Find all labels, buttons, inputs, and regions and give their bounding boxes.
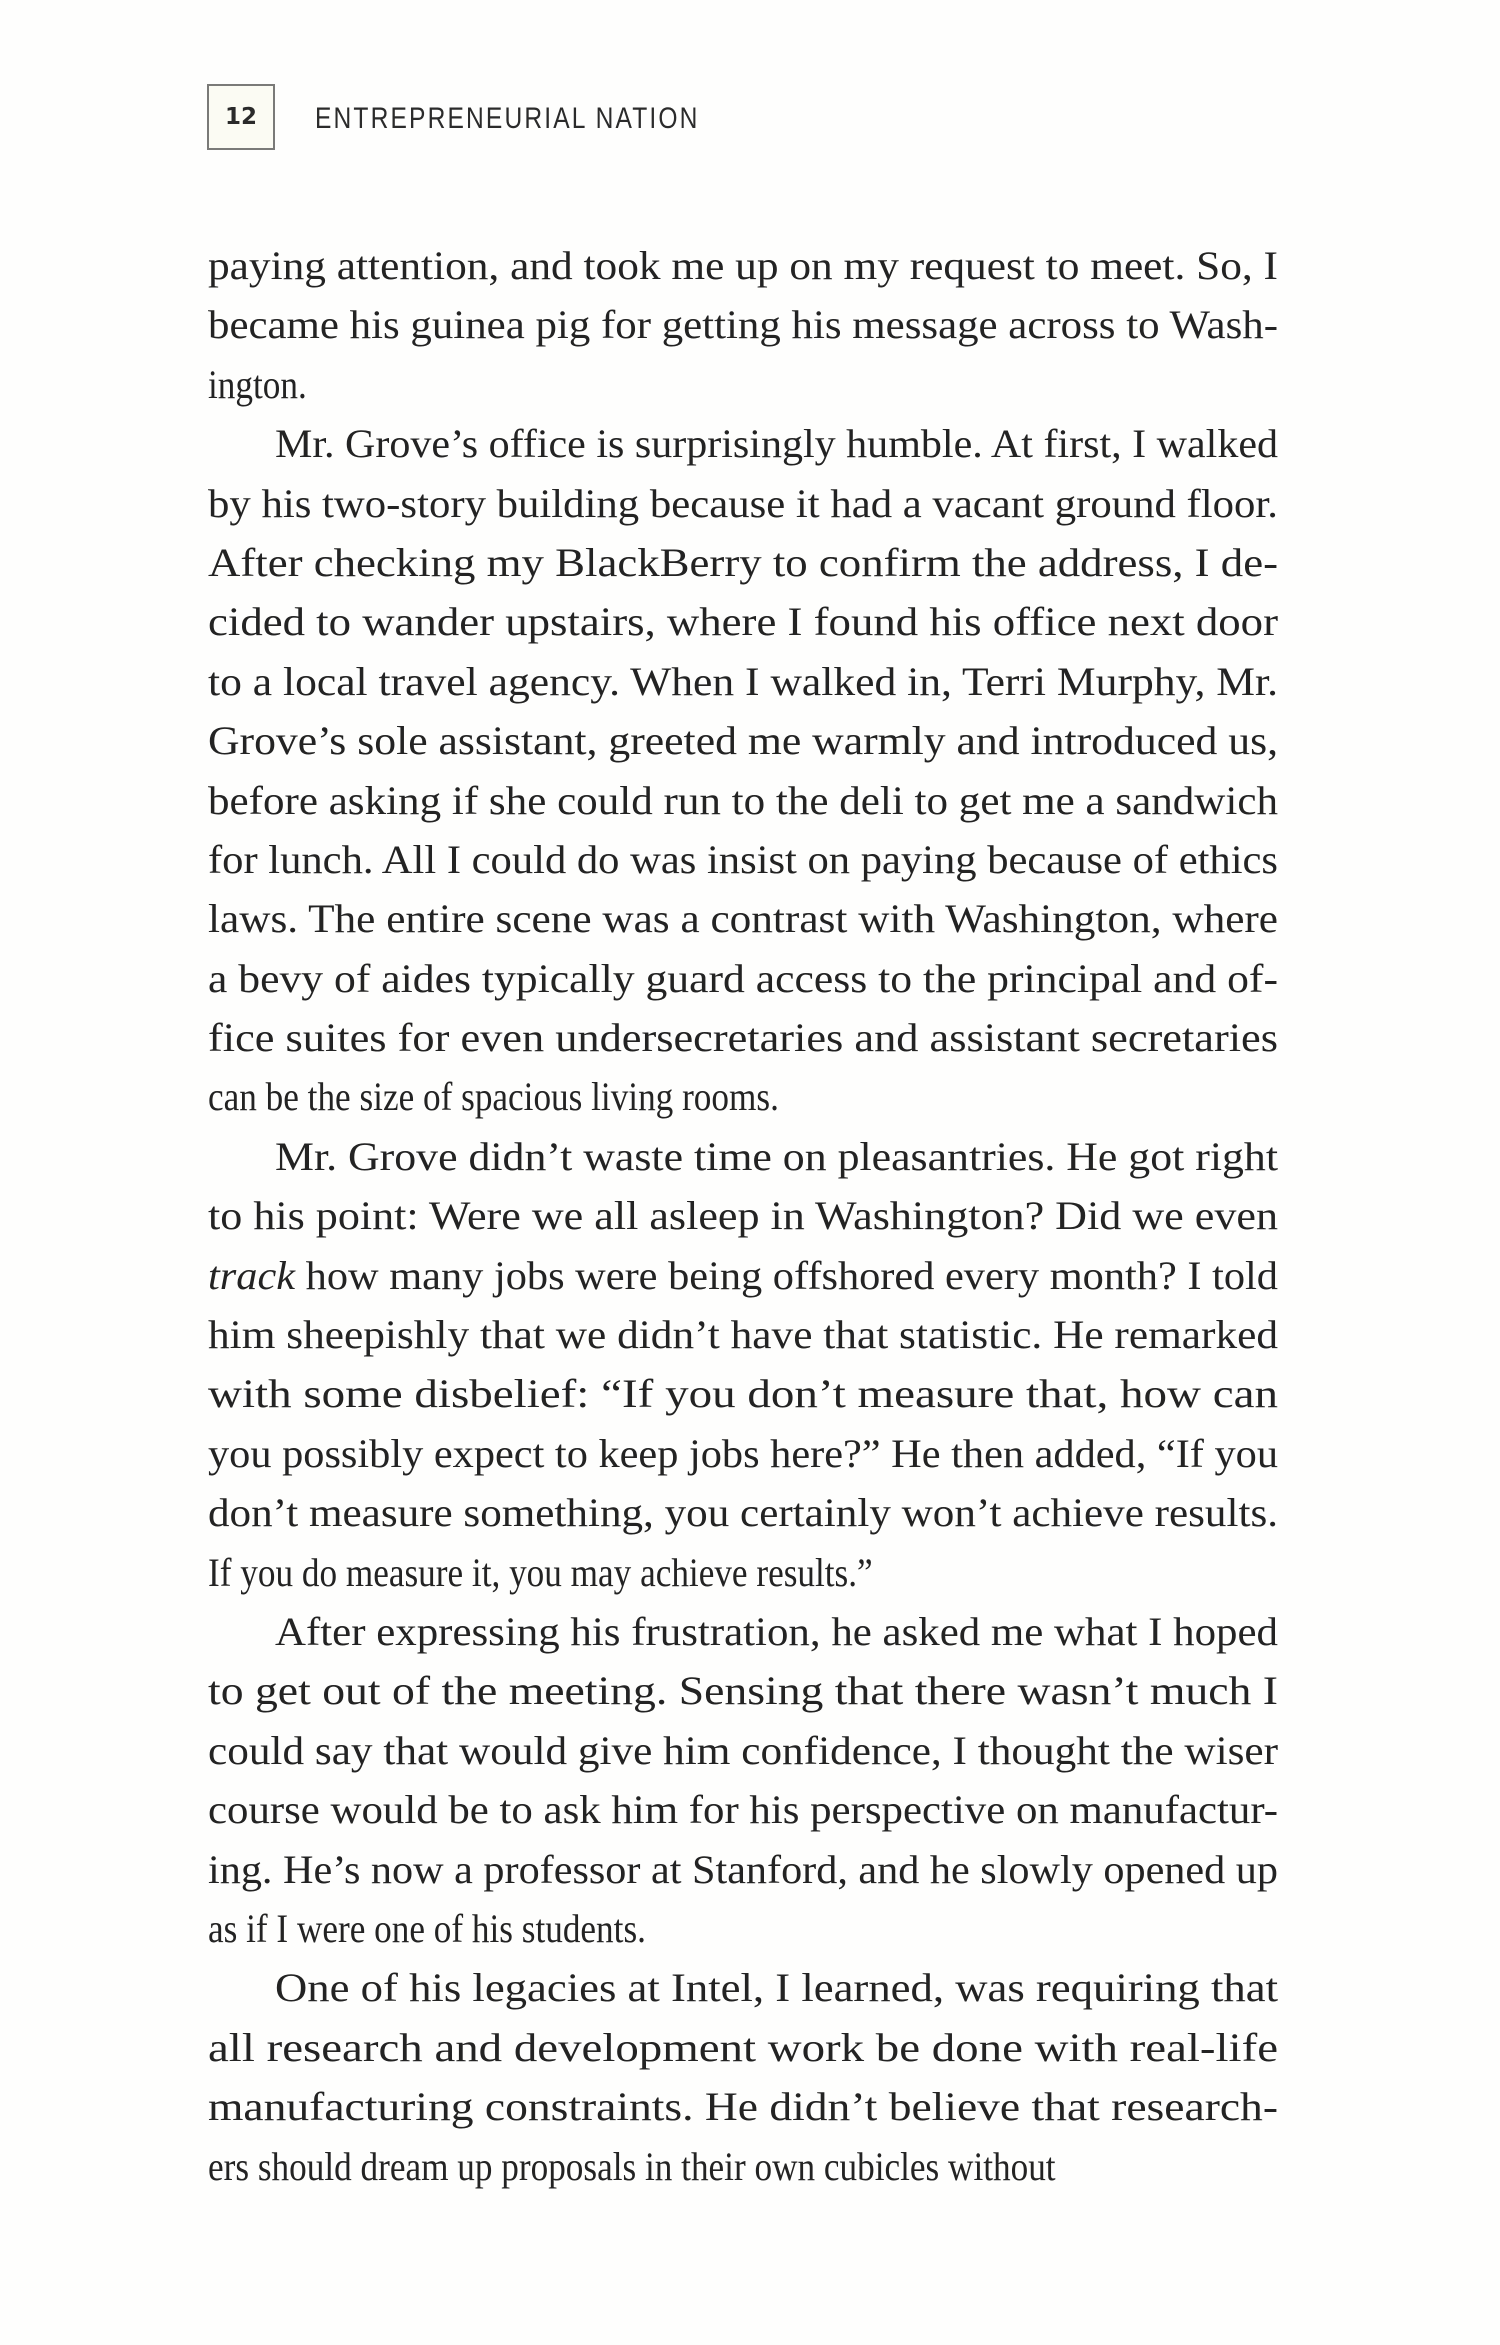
- text-line: [208, 414, 1278, 473]
- text-line: [208, 1127, 1278, 1186]
- text-line: [208, 355, 1278, 414]
- text-line-content: [208, 1067, 779, 1126]
- text-run: After expressing his frustration, he asked me what I hoped: [275, 1608, 1278, 1654]
- text-line: [208, 1364, 1278, 1423]
- text-run: all research and development work be done with real-life: [208, 2024, 1278, 2070]
- text-run: for lunch. All I could do was insist on paying because of ethics: [208, 836, 1278, 882]
- text-line-content: [208, 2077, 1278, 2136]
- text-run: to a local travel agency. When I walked in, Terri Murphy, Mr.: [208, 658, 1278, 704]
- text-run: as if I were one of his students.: [208, 1905, 646, 1951]
- text-line: [208, 830, 1278, 889]
- text-line: [208, 1483, 1278, 1542]
- text-line-content: [208, 652, 1278, 711]
- text-line: [208, 1840, 1278, 1899]
- text-line: [208, 236, 1278, 295]
- text-line-content: [208, 592, 1278, 651]
- text-line-content: [208, 2137, 1056, 2196]
- text-run: don’t measure something, you certainly won’t achieve results.: [208, 1490, 1278, 1536]
- text-run: became his guinea pig for getting his message across to Wash-: [208, 302, 1278, 348]
- text-line: [208, 2137, 1278, 2196]
- book-title: ENTREPRENEURIAL NATION: [315, 102, 700, 135]
- text-line: [208, 295, 1278, 354]
- text-line: [208, 652, 1278, 711]
- text-run: ington.: [208, 361, 307, 407]
- text-line-content: [208, 474, 1278, 533]
- text-run: After checking my BlackBerry to confirm the address, I de-: [208, 539, 1278, 585]
- text-line: [208, 889, 1278, 948]
- text-run: him sheepishly that we didn’t have that statistic. He remarked: [208, 1312, 1278, 1358]
- text-line-content: [208, 1780, 1278, 1839]
- text-line: [208, 1661, 1278, 1720]
- text-line-content: [208, 1721, 1278, 1780]
- text-run: with some disbelief: “If you don’t measure that, how can: [208, 1371, 1278, 1417]
- text-line-content: [208, 1840, 1278, 1899]
- text-line: [208, 1958, 1278, 2017]
- text-line: [208, 1899, 1278, 1958]
- text-run: course would be to ask him for his perspective on manufactur-: [208, 1787, 1278, 1833]
- text-run: One of his legacies at Intel, I learned, was requiring that: [275, 1965, 1278, 2011]
- text-run: ers should dream up proposals in their own cubicles without: [208, 2143, 1056, 2189]
- text-run: to his point: Were we all asleep in Washington? Did we even: [208, 1193, 1278, 1239]
- text-line-content: [208, 1008, 1278, 1067]
- paragraph: [208, 414, 1278, 1127]
- paragraph: [208, 1127, 1278, 1602]
- text-line: [208, 949, 1278, 1008]
- text-line-content: [208, 711, 1278, 770]
- text-line-content: [208, 1483, 1278, 1542]
- text-run: Mr. Grove didn’t waste time on pleasantries. He got right: [275, 1133, 1278, 1179]
- emphasis: track: [208, 1252, 296, 1298]
- text-line-content: [208, 533, 1278, 592]
- text-run: laws. The entire scene was a contrast with Washington, where: [208, 896, 1278, 942]
- text-run: a bevy of aides typically guard access to the principal and of-: [208, 955, 1278, 1001]
- text-run: ing. He’s now a professor at Stanford, and he slowly opened up: [208, 1846, 1278, 1892]
- text-line-content: [275, 414, 1278, 473]
- text-line: [208, 771, 1278, 830]
- text-line: [208, 1186, 1278, 1245]
- text-run: to get out of the meeting. Sensing that there wasn’t much I: [208, 1668, 1278, 1714]
- text-line: [208, 1305, 1278, 1364]
- text-line: [208, 2018, 1278, 2077]
- text-run: you possibly expect to keep jobs here?” He then added, “If you: [208, 1430, 1278, 1476]
- text-line-content: [208, 355, 307, 414]
- text-run: cided to wander upstairs, where I found his office next door: [208, 599, 1278, 645]
- text-line-content: [208, 771, 1278, 830]
- text-line-content: [208, 295, 1278, 354]
- text-line: [208, 1008, 1278, 1067]
- text-line: [208, 474, 1278, 533]
- text-line: [208, 592, 1278, 651]
- text-run: can be the size of spacious living rooms.: [208, 1074, 779, 1120]
- text-run: before asking if she could run to the deli to get me a sandwich: [208, 777, 1278, 823]
- paragraph: [208, 1958, 1278, 2196]
- text-run: Grove’s sole assistant, greeted me warmly and introduced us,: [208, 718, 1278, 764]
- text-line: [208, 1246, 1278, 1305]
- text-line-content: [208, 1661, 1278, 1720]
- text-run: paying attention, and took me up on my request to meet. So, I: [208, 243, 1278, 288]
- paragraph: [208, 1602, 1278, 1958]
- running-head: [207, 84, 784, 150]
- text-line-content: [208, 1364, 1278, 1423]
- text-run: manufacturing constraints. He didn’t believe that research-: [208, 2084, 1278, 2130]
- text-line: [208, 533, 1278, 592]
- text-line: [208, 1721, 1278, 1780]
- text-line-content: [208, 1186, 1278, 1245]
- text-line-content: [208, 889, 1278, 948]
- body-text: [208, 236, 1278, 2196]
- text-line-content: [208, 830, 1278, 889]
- text-run: Mr. Grove’s office is surprisingly humble. At first, I walked: [275, 421, 1278, 467]
- text-line-content: [208, 2018, 1278, 2077]
- text-line-content: [208, 1424, 1278, 1483]
- text-run: If you do measure it, you may achieve results.”: [208, 1549, 873, 1595]
- text-line: [208, 1602, 1278, 1661]
- text-line-content: [275, 1602, 1278, 1661]
- text-line-content: [208, 1543, 873, 1602]
- text-line-content: [208, 236, 1278, 295]
- text-run: how many jobs were being offshored every month? I told: [295, 1252, 1278, 1298]
- text-line: [208, 1067, 1278, 1126]
- text-line: [208, 711, 1278, 770]
- text-run: could say that would give him confidence, I thought the wiser: [208, 1727, 1278, 1773]
- text-line-content: [208, 1899, 646, 1958]
- text-line-content: [208, 1305, 1278, 1364]
- text-line: [208, 1543, 1278, 1602]
- text-line: [208, 1424, 1278, 1483]
- page-number: 12: [224, 104, 257, 130]
- paragraph: [208, 236, 1278, 414]
- text-line-content: [208, 1246, 1278, 1305]
- page-number-box: [207, 84, 275, 150]
- text-run: fice suites for even undersecretaries and assistant secretaries: [208, 1015, 1278, 1061]
- text-line-content: [208, 949, 1278, 1008]
- text-line-content: [275, 1127, 1278, 1186]
- text-run: by his two-story building because it had a vacant ground floor.: [208, 480, 1278, 526]
- text-line-content: [275, 1958, 1278, 2017]
- text-line: [208, 1780, 1278, 1839]
- text-line: [208, 2077, 1278, 2136]
